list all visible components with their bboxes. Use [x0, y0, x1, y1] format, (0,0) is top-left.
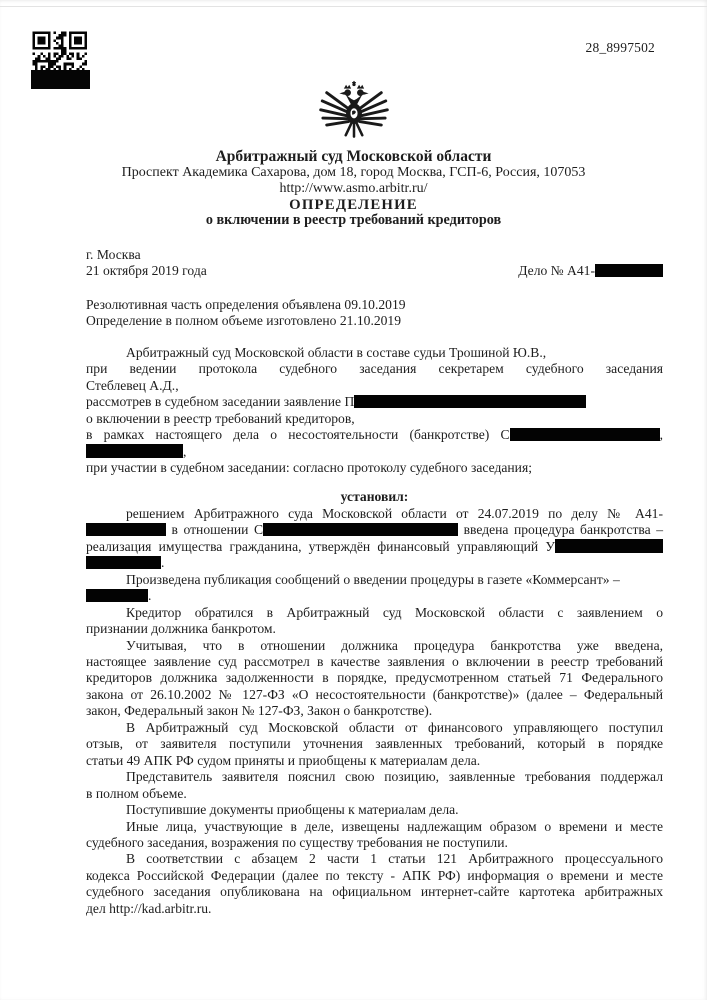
text-segment: решением Арбитражного суда Московской области от 24.07.2019 по делу № А41-	[126, 505, 663, 521]
text-line	[86, 522, 663, 538]
text-line	[86, 605, 663, 621]
text-line	[86, 460, 663, 476]
text-line	[86, 361, 663, 377]
text-line	[86, 378, 663, 394]
text-line	[86, 588, 663, 604]
made-full-line: Определение в полном объеме изготовлено 21.10.2019	[86, 313, 402, 329]
text-line	[86, 444, 663, 460]
text-line	[86, 345, 663, 361]
announced-line: Резолютивная часть определения объявлена 09.10.2019	[86, 296, 406, 312]
text-segment: В соответствии с абзацем 2 части 1 статьи 121 Арбитражного процессуального	[126, 851, 663, 867]
coat-of-arms-icon	[0, 80, 707, 146]
text-segment: Учитывая, что в отношении должника процедура банкротства уже введена,	[126, 637, 663, 653]
text-line	[86, 736, 663, 752]
text-segment: Стеблевец А.Д.,	[86, 377, 179, 393]
redaction-bar	[86, 556, 161, 570]
redaction-bar	[86, 589, 148, 603]
text-segment: в отношении С	[166, 522, 264, 538]
text-line	[86, 555, 663, 571]
qr-code-image	[31, 30, 90, 89]
text-segment: ,	[659, 427, 663, 443]
text-segment: реализация имущества гражданина, утверждён финансовый управляющий У	[86, 538, 555, 554]
text-segment: рассмотрев в судебном заседании заявление П	[86, 394, 355, 410]
text-segment: кодекса Российской Федерации (далее по тексту - АПК РФ) информация о времени и месте	[86, 867, 663, 883]
text-line	[86, 539, 663, 555]
redaction-bar	[354, 395, 586, 409]
text-line	[86, 506, 663, 522]
text-line	[86, 901, 663, 917]
text-segment: Иные лица, участвующие в деле, извещены надлежащим образом о времени и месте	[126, 818, 663, 834]
text-segment: Представитель заявителя пояснил свою позицию, заявленные требования поддержал	[126, 769, 663, 785]
preamble	[86, 345, 663, 477]
text-line	[86, 819, 663, 835]
text-segment: ,	[183, 443, 187, 459]
text-line	[86, 621, 663, 637]
text-line	[86, 670, 663, 686]
text-segment: введена процедура банкротства –	[458, 522, 663, 538]
redaction-bar	[86, 523, 166, 537]
document-subtitle: о включении в реестр требований кредиторов	[205, 211, 502, 228]
city-line: г. Москва	[86, 247, 141, 262]
text-line	[86, 654, 663, 670]
text-segment: в рамках настоящего дела о несостоятельности (банкротстве) С	[86, 427, 510, 443]
document-type: ОПРЕДЕЛЕНИЕ	[289, 196, 418, 213]
text-segment: .	[161, 555, 165, 571]
text-line	[86, 868, 663, 884]
scan-artifact-line	[0, 6, 707, 7]
text-segment: судебного заседания опубликована на официальном интернет-сайте картотека арбитражных	[86, 884, 663, 900]
resolution-dates	[86, 297, 663, 330]
text-segment: статьи 49 АПК РФ судом приняты и приобщены к материалам дела.	[86, 752, 481, 768]
ruling-body	[86, 506, 663, 917]
text-line	[86, 769, 663, 785]
text-segment: Арбитражный суд Московской области в составе судьи Трошиной Ю.В.,	[126, 344, 547, 360]
text-line	[86, 786, 663, 802]
text-segment: Кредитор обратился в Арбитражный суд Московской области с заявлением о	[126, 604, 663, 620]
text-line	[86, 835, 663, 851]
document-number: 28_8997502	[585, 40, 655, 55]
redaction-bar	[555, 539, 663, 553]
redaction-bar	[510, 428, 660, 442]
ruling-keyword: установил:	[340, 489, 409, 505]
text-segment: настоящее заявление суд рассмотрел в качестве заявления о включении в реестр требований	[86, 653, 663, 669]
document-content	[0, 247, 707, 917]
text-segment: кредиторов должника задолженности в порядке, предусмотренном статьей 71 Федерального	[86, 670, 663, 686]
qr-code	[31, 30, 90, 89]
text-line	[86, 394, 663, 410]
text-line	[86, 411, 663, 427]
text-segment: закон, Федеральный закон № 127-ФЗ, Закон о банкротстве).	[86, 703, 433, 719]
text-line	[86, 802, 663, 818]
case-number-prefix: Дело № А41-	[518, 263, 595, 279]
text-segment: закона от 26.10.2002 № 127-ФЗ «О несостоятельности (банкротстве)» (далее – Федеральный	[86, 686, 663, 702]
text-segment: при участии в судебном заседании: согласно протоколу судебного заседания;	[86, 459, 532, 475]
text-line	[86, 720, 663, 736]
text-segment: В Арбитражный суд Московской области от финансового управляющего поступил	[126, 719, 663, 735]
text-segment: в полном объеме.	[86, 785, 187, 801]
document-date: 21 октября 2019 года	[86, 263, 207, 279]
text-segment: о включении в реестр требований кредиторов,	[86, 410, 355, 426]
date-case-line	[86, 263, 663, 279]
text-line	[86, 638, 663, 654]
case-number	[518, 263, 663, 279]
redaction-bar	[595, 264, 663, 278]
text-line	[86, 427, 663, 443]
text-line	[86, 753, 663, 769]
text-line	[86, 572, 663, 588]
text-segment: признании должника банкротом.	[86, 621, 276, 637]
court-address: Проспект Академика Сахарова, дом 18, город Москва, ГСП-6, Россия, 107053	[121, 165, 586, 180]
document-meta	[86, 247, 663, 330]
text-segment: дел http://kad.arbitr.ru.	[86, 900, 212, 916]
redaction-bar	[263, 523, 458, 537]
redaction-bar	[86, 444, 183, 458]
document-header	[0, 0, 707, 228]
court-website: http://www.asmo.arbitr.ru/	[279, 180, 428, 196]
text-line	[86, 687, 663, 703]
text-segment: Произведена публикация сообщений о введении процедуры в газете «Коммерсант» –	[126, 571, 620, 587]
text-segment: Поступившие документы приобщены к материалам дела.	[126, 802, 459, 818]
text-segment: при ведении протокола судебного заседания секретарем судебного заседания	[86, 361, 663, 377]
text-line	[86, 884, 663, 900]
text-line	[86, 703, 663, 719]
court-name: Арбитражный суд Московской области	[215, 148, 492, 165]
text-segment: .	[148, 588, 152, 604]
text-segment: отзыв, от заявителя поступили уточнения заявленных требований, который в порядке	[86, 736, 663, 752]
text-segment: судебного заседания, возражения по существу требования не поступили.	[86, 834, 508, 850]
text-line	[86, 851, 663, 867]
